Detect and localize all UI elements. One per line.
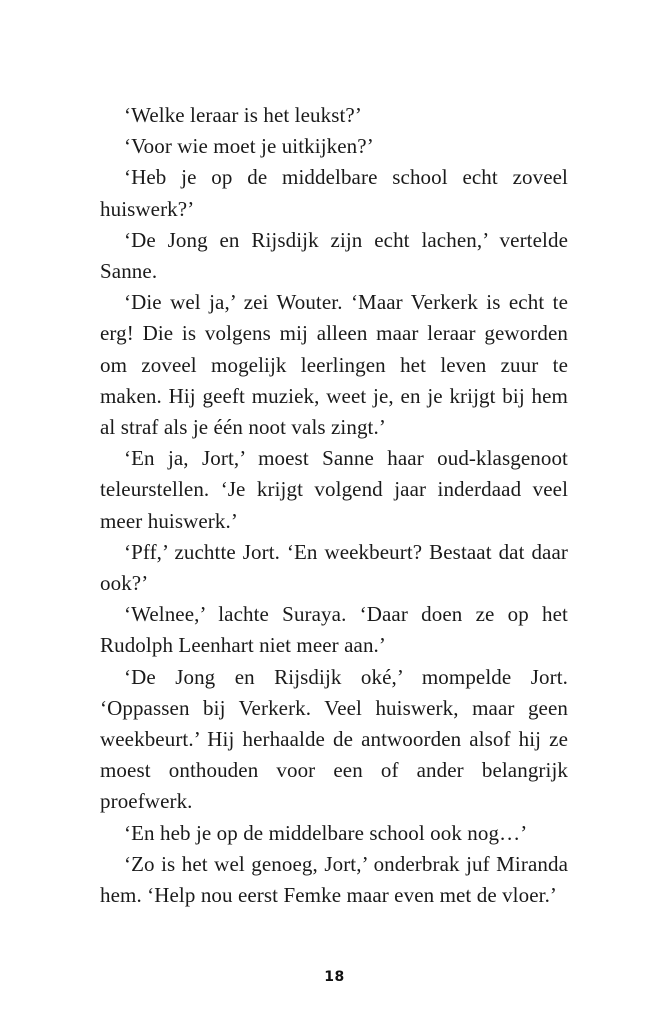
- paragraph: ‘De Jong en Rijsdijk oké,’ mompelde Jort. ‘Oppassen bij Verkerk. Veel huiswerk, maar geen weekbeurt.’ Hij herhaalde de antwoorden alsof hij ze moest onthouden voor een of ander belangrijk proefwerk.: [100, 664, 568, 814]
- paragraph: ‘De Jong en Rijsdijk zijn echt lachen,’ vertelde Sanne.: [100, 227, 568, 284]
- paragraph: ‘Welnee,’ lachte Suraya. ‘Daar doen ze op het Rudolph Leenhart niet meer aan.’: [100, 602, 568, 658]
- paragraph: ‘En ja, Jort,’ moest Sanne haar oud-klasgenoot teleurstellen. ‘Je krijgt volgend jaar inderdaad veel meer huiswerk.’: [100, 446, 568, 533]
- paragraph: ‘En heb je op de middelbare school ook nog…’: [124, 820, 528, 845]
- paragraph: ‘Heb je op de middelbare school echt zoveel huiswerk?’: [100, 165, 568, 221]
- paragraph: ‘Zo is het wel genoeg, Jort,’ onderbrak juf Miranda hem. ‘Help nou eerst Femke maar even met de vloer.’: [100, 851, 568, 908]
- paragraph: ‘Pff,’ zuchtte Jort. ‘En weekbeurt? Bestaat dat daar ook?’: [100, 539, 568, 596]
- paragraph: ‘Voor wie moet je uitkijken?’: [124, 134, 374, 159]
- body-text: [100, 100, 568, 911]
- paragraph: ‘Welke leraar is het leukst?’: [124, 103, 362, 127]
- page-number: 18: [324, 969, 345, 985]
- paragraph: ‘Die wel ja,’ zei Wouter. ‘Maar Verkerk is echt te erg! Die is volgens mij alleen maar leraar geworden om zoveel mogelijk leerlingen het leven zuur te maken. Hij geeft muziek, weet je, en je krijgt bij hem al straf als je één noot vals zingt.’: [100, 290, 568, 440]
